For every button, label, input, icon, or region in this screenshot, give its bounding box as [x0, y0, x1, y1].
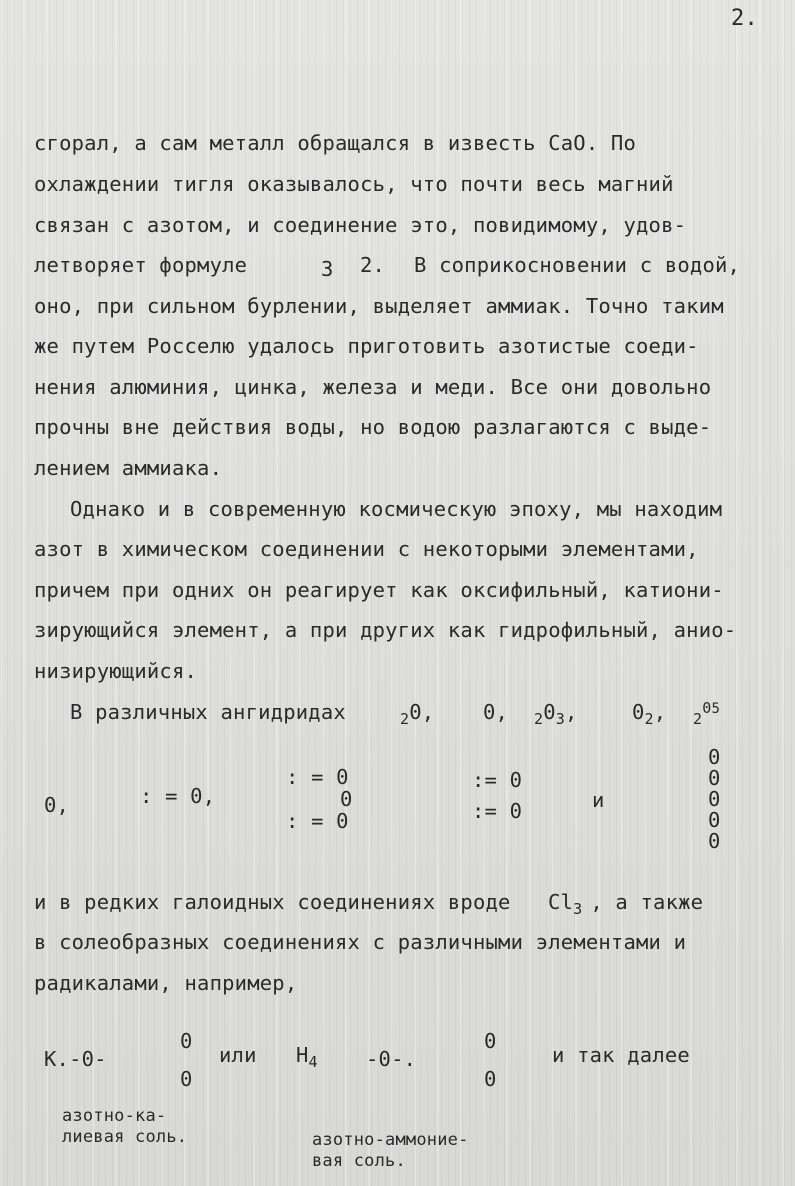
text-line: азот в химическом соединении с некоторыми элементами,: [34, 537, 699, 561]
salt-o-bottom: 0: [180, 1067, 193, 1091]
text-line: причем при одних он реагирует как оксифильный, катиони-: [34, 578, 724, 602]
text-line: зирующийся элемент, а при других как гидрофильный, анио-: [34, 618, 737, 642]
structure-2: : = 0,: [140, 784, 216, 808]
formula-text: 0,: [409, 700, 435, 724]
salt-label: азотно-ка-: [62, 1106, 167, 1126]
formula-text: Н: [296, 1043, 309, 1067]
structure-5-o: 0: [708, 787, 721, 811]
formula-text: 0: [543, 700, 556, 724]
text-fragment: летворяет формуле: [34, 253, 248, 277]
formula-text: ,: [565, 700, 578, 724]
salt-potassium-left: К.-0-: [44, 1047, 107, 1071]
conjunction-or: или: [219, 1043, 257, 1067]
subscript: 2: [644, 710, 654, 728]
structure-1: 0,: [44, 793, 70, 817]
text-line: прочны вне действия воды, но водою разлагаются с выде-: [34, 415, 712, 439]
subscript: 2: [400, 710, 410, 728]
structure-4-bot: := 0: [472, 799, 523, 823]
text-line: Однако и в современную космическую эпоху, мы находим: [70, 497, 723, 521]
subscript: 5: [711, 701, 721, 717]
formula-n2o: [400, 700, 435, 728]
salt-label: вая соль.: [312, 1151, 406, 1171]
structure-5-o: 0: [708, 808, 721, 832]
page-number: 2.: [731, 6, 758, 31]
text-etc: и так далее: [552, 1043, 690, 1067]
text-line: и в редких галоидных соединениях вроде: [34, 890, 511, 914]
salt-ammonium-mid: -0-.: [366, 1047, 417, 1071]
text-line: же путем Росселю удалось приготовить азотистые соеди-: [34, 334, 699, 358]
salt-o-top: 0: [180, 1029, 193, 1053]
text-fragment: В соприкосновении с водой,: [414, 253, 741, 277]
salt-label: азотно-аммоние-: [312, 1130, 469, 1150]
structure-4-top: := 0: [472, 768, 523, 792]
text-line: [34, 253, 741, 281]
salt-o-top: 0: [484, 1029, 497, 1053]
text-line: сгорал, а сам металл обращался в известь СаО. По: [34, 131, 637, 155]
structure-5-o: 0: [708, 766, 721, 790]
text-line: В различных ангидридах: [70, 700, 346, 724]
salt-label: лиевая соль.: [62, 1127, 188, 1147]
structure-3-mid: 0: [340, 787, 353, 811]
salt-ammonium-h: [296, 1043, 318, 1071]
formula-index: 3: [321, 257, 334, 281]
text-line: в солеобразных соединениях с различными элементами и: [34, 930, 687, 954]
formula-text: 0: [702, 699, 712, 717]
subscript: 2: [534, 710, 544, 728]
structure-3-bot: : = 0: [286, 809, 349, 833]
subscript: 3: [573, 900, 583, 918]
formula-ncl3: [548, 890, 704, 918]
formula-text: 0: [632, 700, 645, 724]
structure-5-o: 0: [708, 745, 721, 769]
structure-3-top: : = 0: [286, 765, 349, 789]
formula-text: ,: [653, 700, 667, 724]
conjunction-and: и: [592, 788, 605, 812]
structure-5-o: 0: [708, 829, 721, 853]
formula-n2o3: [534, 700, 578, 728]
subscript: 3: [555, 710, 566, 728]
text-line: радикалами, например,: [34, 971, 298, 995]
text-line: нения алюминия, цинка, железа и меди. Все они довольно: [34, 375, 712, 399]
formula-text: Cl: [548, 890, 574, 914]
text-line: оно, при сильном бурлении, выделяет аммиак. Точно таким: [34, 294, 724, 318]
subscript: 4: [308, 1053, 318, 1071]
text-line: низирующийся.: [34, 659, 198, 683]
subscript: 2: [693, 710, 703, 728]
text-line: охлаждении тигля оказывалось, что почти весь магний: [34, 172, 674, 196]
formula-n2o5: [693, 699, 721, 728]
formula-index: 2.: [360, 253, 386, 277]
text-line: связан с азотом, и соединение это, повидимому, удов-: [34, 213, 687, 237]
text-line: лением аммиака.: [34, 456, 223, 480]
formula-no2: [632, 700, 667, 728]
salt-o-bottom: 0: [484, 1067, 497, 1091]
formula-no: 0,: [483, 700, 509, 724]
formula-text: , а также: [590, 890, 704, 914]
